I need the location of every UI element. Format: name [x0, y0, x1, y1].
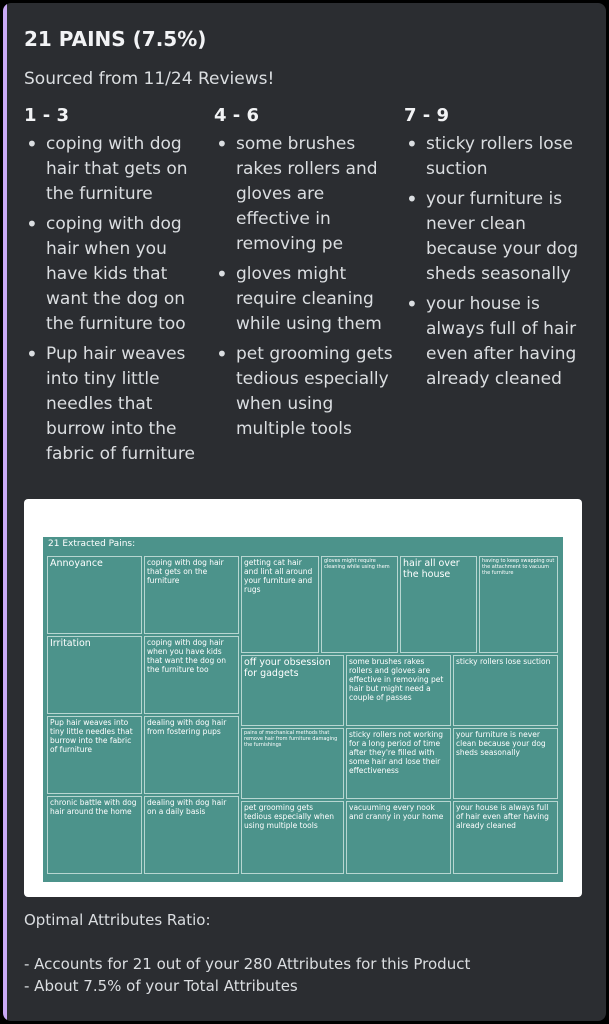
- pains-title: 21 PAINS (7.5%): [24, 27, 207, 51]
- treemap-tile: coping with dog hair that gets on the furniture: [144, 556, 239, 634]
- treemap-tile: dealing with dog hair on a daily basis: [144, 796, 239, 874]
- pain-item: • sticky rollers lose suction: [404, 132, 589, 182]
- treemap-tile: getting cat hair and lint all around your furniture and rugs: [241, 556, 319, 653]
- message-card: [3, 3, 606, 1021]
- pain-item: • gloves might require cleaning while using them: [214, 262, 399, 337]
- treemap-tile: chronic battle with dog hair around the home: [47, 796, 142, 874]
- column-heading: 4 - 6: [214, 105, 260, 126]
- pain-column-1: [24, 105, 209, 472]
- pain-item: • coping with dog hair when you have kids that want the dog on the furniture too: [24, 212, 209, 337]
- treemap-tile: pet grooming gets tedious especially when using multiple tools: [241, 801, 344, 874]
- treemap-tile: dealing with dog hair from fostering pups: [144, 716, 239, 794]
- treemap: [43, 537, 563, 882]
- pain-item: • coping with dog hair that gets on the furniture: [24, 132, 209, 207]
- pain-item: • pet grooming gets tedious especially when using multiple tools: [214, 342, 399, 442]
- pain-column-3: [404, 105, 589, 397]
- attributes-summary: [24, 909, 470, 997]
- sources-subtitle: Sourced from 11/24 Reviews!: [24, 69, 275, 89]
- summary-heading: Optimal Attributes Ratio:: [24, 911, 211, 929]
- treemap-tile: Pup hair weaves into tiny little needles that burrow into the fabric of furniture: [47, 716, 142, 794]
- treemap-tile: some brushes rakes rollers and gloves are effective in removing pet hair but might need a couple of passes: [346, 655, 451, 726]
- pain-item: • Pup hair weaves into tiny little needles that burrow into the fabric of furniture: [24, 342, 209, 467]
- embed-accent-bar: [3, 3, 7, 1021]
- pain-item: • some brushes rakes rollers and gloves are effective in removing pe: [214, 132, 399, 257]
- column-heading: 7 - 9: [404, 105, 450, 126]
- treemap-tile: pains of mechanical methods that remove hair from furniture damaging the furnishings: [241, 728, 344, 799]
- treemap-tile: Irritation: [47, 636, 142, 714]
- treemap-tile: coping with dog hair when you have kids that want the dog on the furniture too: [144, 636, 239, 714]
- summary-line: - About 7.5% of your Total Attributes: [24, 977, 298, 995]
- pain-column-2: [214, 105, 399, 447]
- column-heading: 1 - 3: [24, 105, 70, 126]
- summary-line: - Accounts for 21 out of your 280 Attributes for this Product: [24, 955, 471, 973]
- treemap-tile: hair all over the house: [400, 556, 477, 653]
- treemap-tile: Annoyance: [47, 556, 142, 634]
- treemap-tile: off your obsession for gadgets: [241, 655, 344, 726]
- treemap-title: 21 Extracted Pains:: [48, 539, 136, 549]
- treemap-tile: sticky rollers lose suction: [453, 655, 558, 726]
- treemap-tile: sticky rollers not working for a long period of time after they're filled with some hair and lose their effectiveness: [346, 728, 451, 799]
- treemap-tile: having to keep swapping out the attachment to vacuum the furniture: [479, 556, 558, 653]
- treemap-tile: gloves might require cleaning while using them: [321, 556, 398, 653]
- treemap-image[interactable]: [24, 499, 582, 897]
- pain-item: • your house is always full of hair even after having already cleaned: [404, 292, 589, 392]
- treemap-tile: your house is always full of hair even after having already cleaned: [453, 801, 558, 874]
- treemap-tile: vacuuming every nook and cranny in your home: [346, 801, 451, 874]
- pain-item: • your furniture is never clean because your dog sheds seasonally: [404, 187, 589, 287]
- treemap-tile: your furniture is never clean because your dog sheds seasonally: [453, 728, 558, 799]
